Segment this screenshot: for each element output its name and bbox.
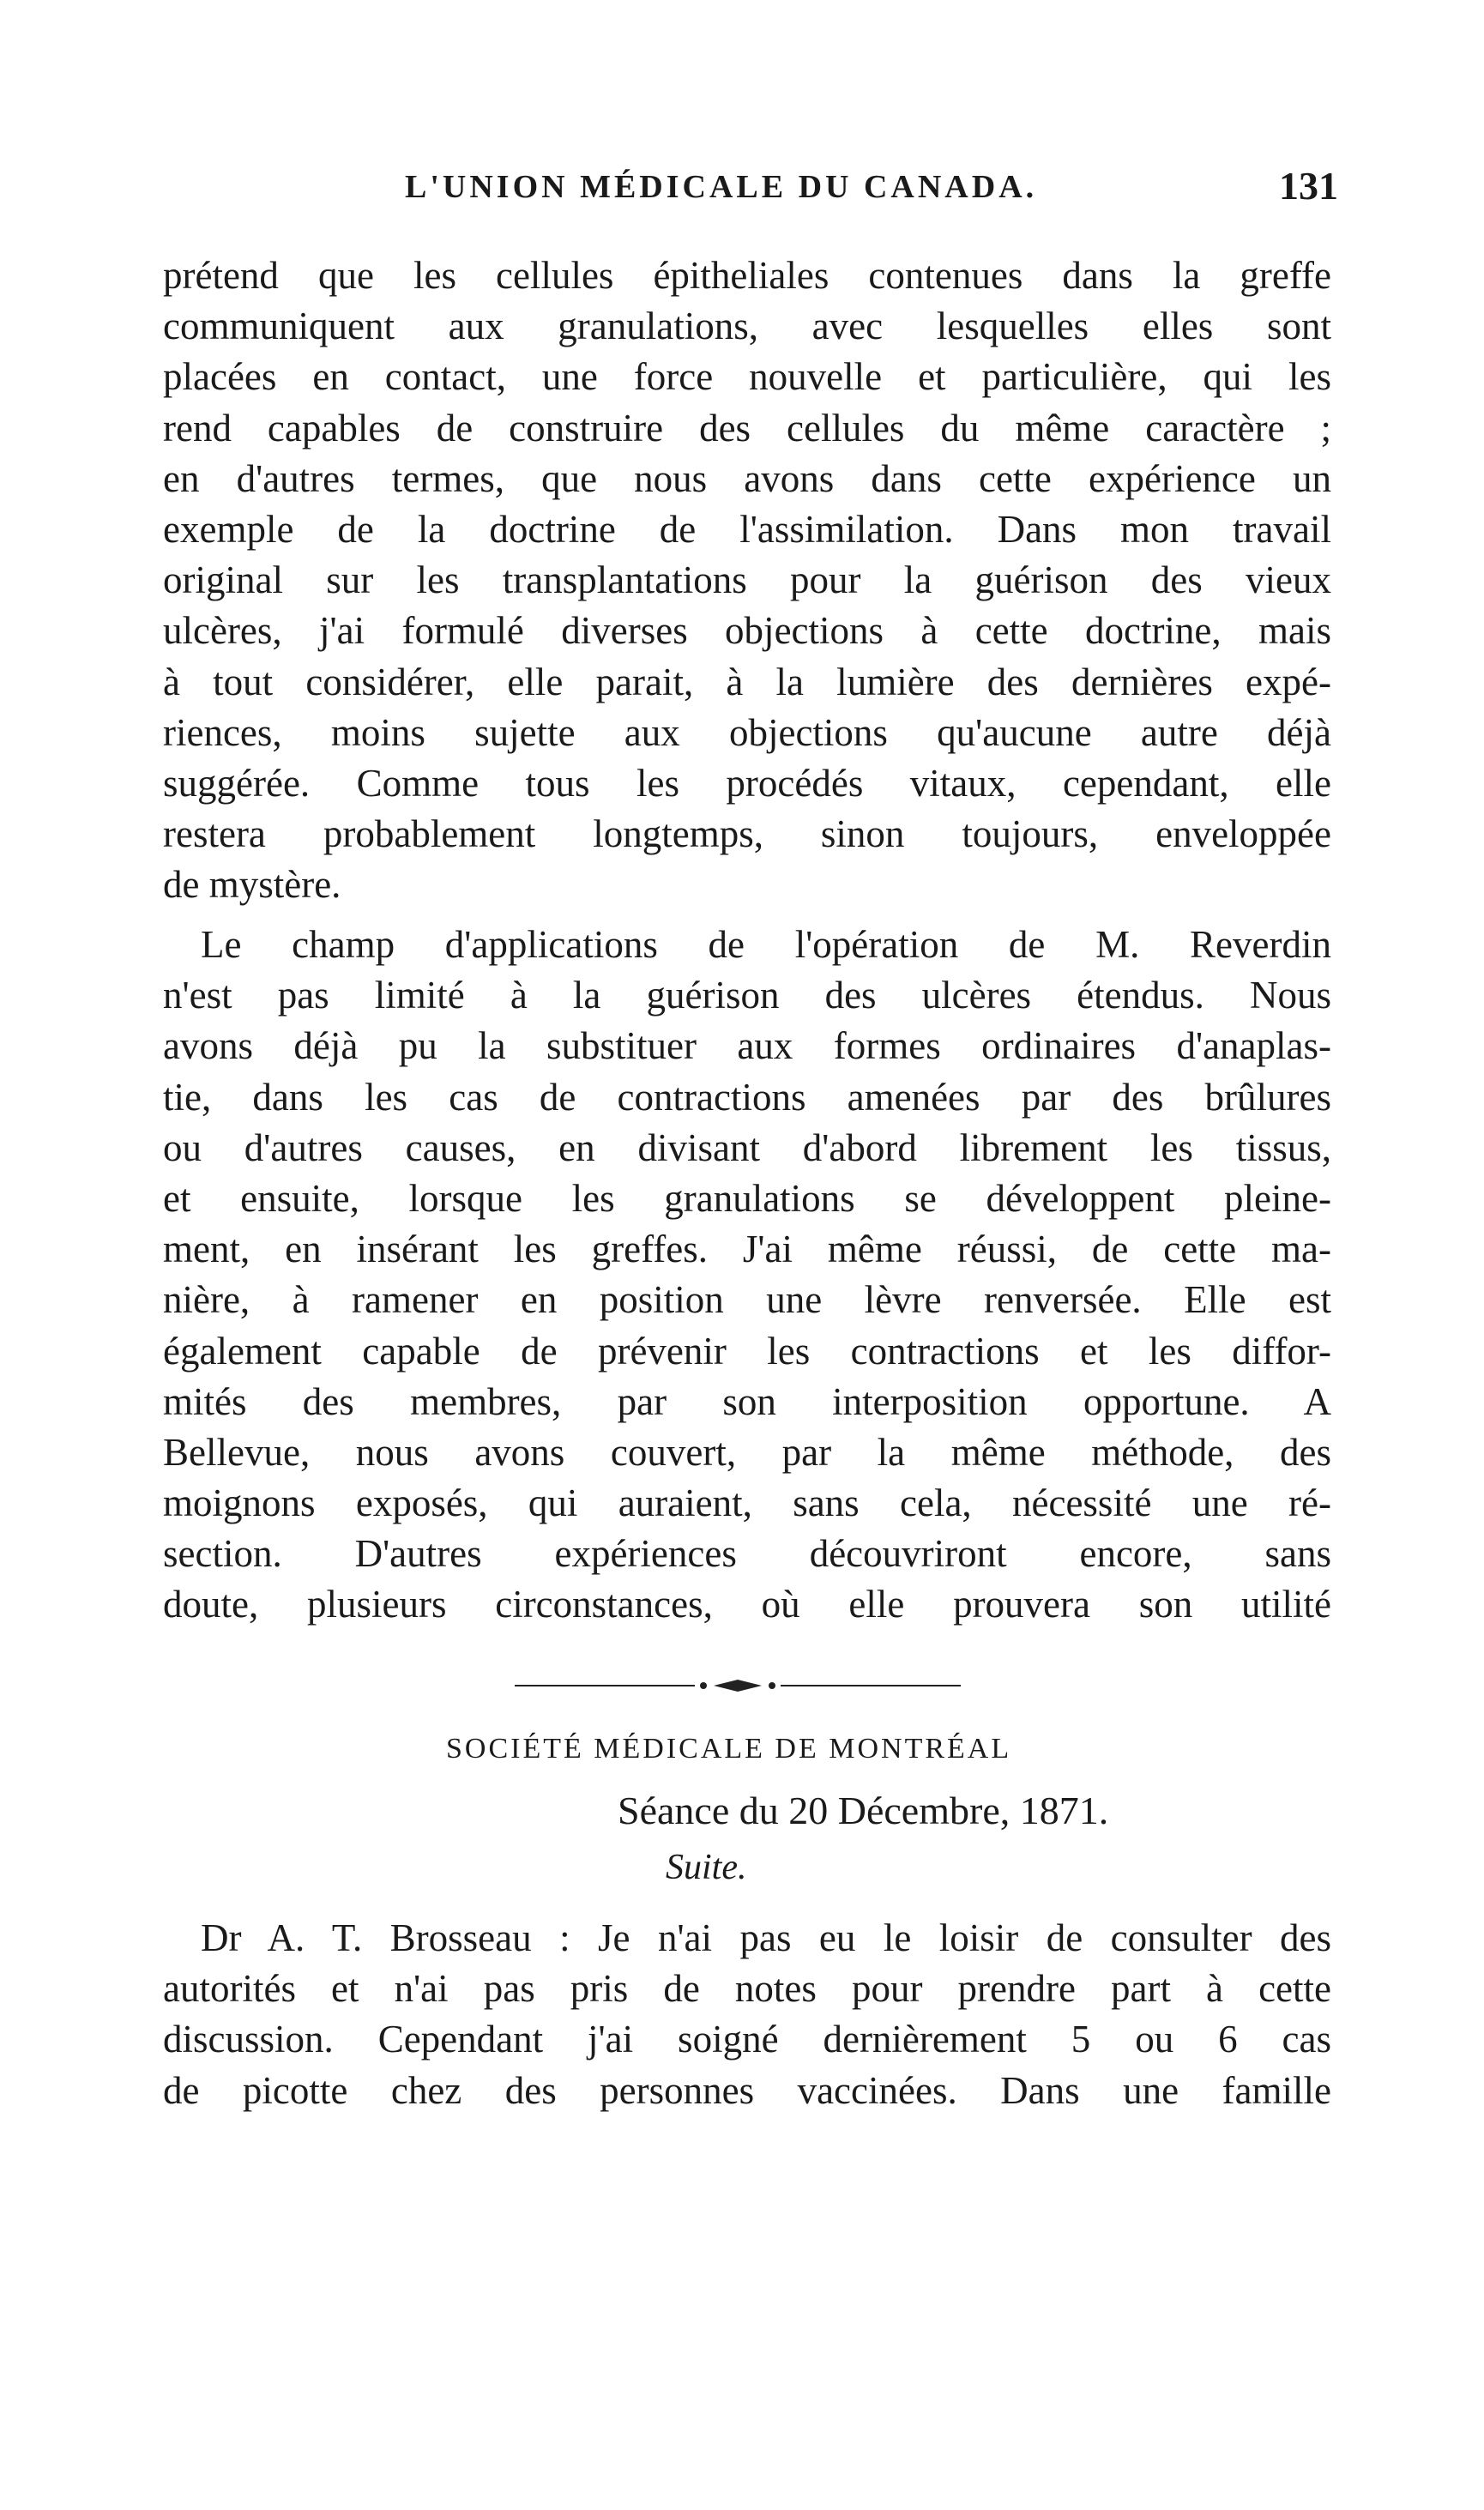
text-line: ou d'autres causes, en divisant d'abord librement les tissus, <box>163 1125 1331 1169</box>
text-line: mités des membres, par son interposition opportune. A <box>163 1379 1331 1423</box>
text-line: moignons exposés, qui auraient, sans cela, nécessité une ré- <box>163 1481 1331 1525</box>
text-line: Bellevue, nous avons couvert, par la même méthode, des <box>163 1430 1331 1474</box>
text-line: doute, plusieurs circonstances, où elle prouvera son utilité <box>163 1583 1331 1626</box>
continued-label: Suite. <box>666 1848 747 1887</box>
text-line: ulcères, j'ai formulé diverses objections à cette doctrine, mais <box>163 609 1331 653</box>
running-head <box>163 164 1338 220</box>
text-line: restera probablement longtemps, sinon toujours, enveloppée <box>163 812 1331 856</box>
text-line: ment, en insérant les greffes. J'ai même réussi, de cette ma- <box>163 1228 1331 1271</box>
text-line: à tout considérer, elle parait, à la lumière des dernières expé- <box>163 660 1331 703</box>
text-line: de mystère. <box>163 863 341 907</box>
text-line: section. D'autres expériences découvriront encore, sans <box>163 1532 1331 1576</box>
journal-title: L'UNION MÉDICALE DU CANADA. <box>405 169 1038 205</box>
text-line: rend capables de construire des cellules du même caractère ; <box>163 406 1331 450</box>
paragraph-reverdin-operation <box>163 920 1331 1631</box>
text-line: tie, dans les cas de contractions amenées par des brûlures <box>163 1075 1331 1119</box>
text-line: nière, à ramener en position une lèvre renversée. Elle est <box>163 1278 1331 1322</box>
text-line: et ensuite, lorsque les granulations se développent pleine- <box>163 1176 1331 1220</box>
session-date: Séance du 20 Décembre, 1871. <box>618 1789 1109 1832</box>
divider-rule-right <box>781 1685 961 1686</box>
text-line: original sur les transplantations pour la guérison des vieux <box>163 558 1331 602</box>
text-line: également capable de prévenir les contractions et les diffor- <box>163 1329 1331 1373</box>
society-heading: SOCIÉTÉ MÉDICALE DE MONTRÉAL <box>446 1733 1012 1765</box>
text-line: en d'autres termes, que nous avons dans cette expérience un <box>163 456 1331 500</box>
section-divider-ornament <box>515 1677 961 1694</box>
text-line: n'est pas limité à la guérison des ulcères étendus. Nous <box>163 974 1331 1017</box>
text-line: riences, moins sujette aux objections qu'aucune autre déjà <box>163 710 1331 754</box>
text-line: Le champ d'applications de l'opération de M. Reverdin <box>201 923 1331 966</box>
text-line: de picotte chez des personnes vaccinées. Dans une famille <box>163 2068 1331 2112</box>
text-line: exemple de la doctrine de l'assimilation. Dans mon travail <box>163 507 1331 551</box>
text-line: placées en contact, une force nouvelle et particulière, qui les <box>163 355 1331 399</box>
text-line: suggérée. Comme tous les procédés vitaux, cependant, elle <box>163 761 1331 805</box>
text-line: avons déjà pu la substituer aux formes ordinaires d'anaplas- <box>163 1024 1331 1068</box>
text-line: prétend que les cellules épitheliales contenues dans la greffe <box>163 254 1331 297</box>
divider-diamond-icon <box>697 1677 779 1694</box>
text-line: autorités et n'ai pas pris de notes pour prendre part à cette <box>163 1967 1331 2011</box>
text-line: discussion. Cependant j'ai soigné dernièrement 5 ou 6 cas <box>163 2018 1331 2061</box>
text-line: Dr A. T. Brosseau : Je n'ai pas eu le loisir de consulter des <box>201 1916 1331 1959</box>
text-line: communiquent aux granulations, avec lesquelles elles sont <box>163 305 1331 348</box>
paragraph-brosseau <box>163 1913 1331 2116</box>
paragraph-assimilation <box>163 250 1331 910</box>
divider-rule-left <box>515 1685 695 1686</box>
page-number: 131 <box>1279 164 1338 208</box>
